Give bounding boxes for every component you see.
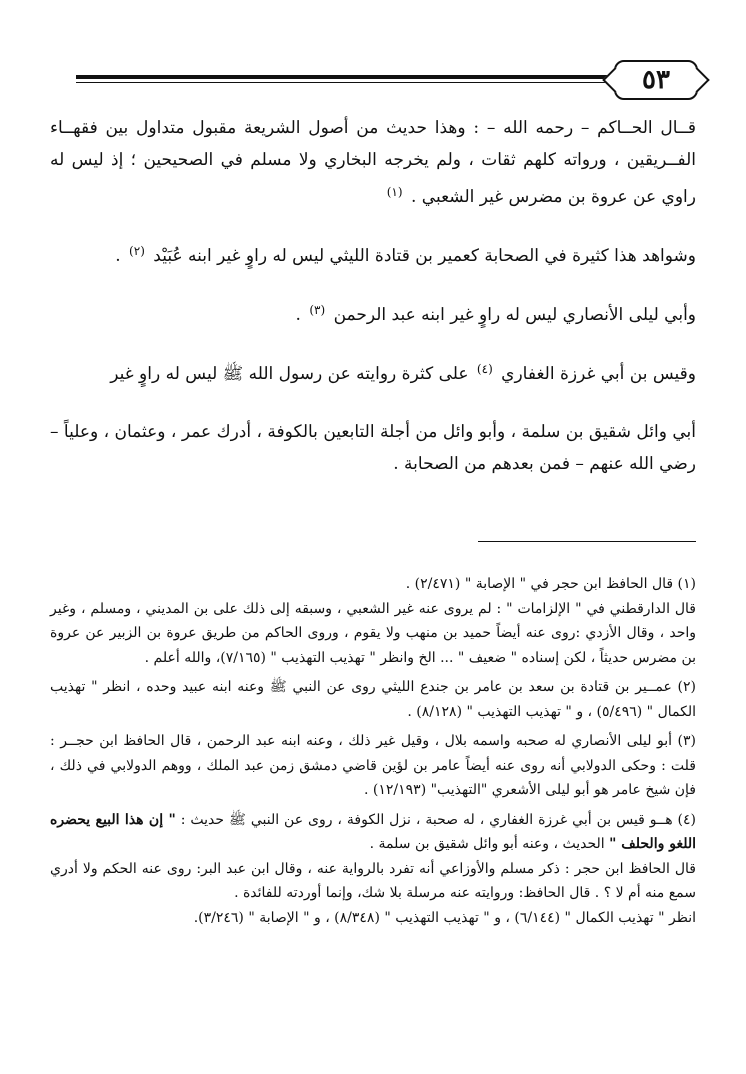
paragraph-1: قــال الحــاكم – رحمه الله – : وهذا حديث من أصول الشريعة مقبول متداول بين فقهــاء الفــريقين ، ورواته كلهم ثقات ، ولم يخرجه البخاري ولا مسلم في الصحيحين ؛ إذ ليس له راوي عن عروة بن مضرس غير الشعبي . $^{(١)}$ [50, 118, 696, 207]
page-header [76, 60, 716, 100]
footnote-4-body: قال الحافظ ابن حجر : ذكر مسلم والأوزاعي أنه تفرد بالرواية عنه ، وقال ابن عبد البر: روى عنه الحكم ولا أدري سمع منه أم لا ؟ . قال الحافظ: وروايته عنه مرسلة بلا شك، وإنما أوردته للفائدة . [50, 860, 696, 901]
footnote-3: (٣) أبو ليلى الأنصاري له صحبه واسمه بلال ، وقيل غير ذلك ، وعنه ابنه عبد الرحمن ، قال الحافظ ابن حجــر : قلت : وحكى الدولابي أنه روى عنه أيضاً عامر بن لؤين قاضي دمشق زمن عبد الملك ، ووهم الدولابي في ذلك ، فإن شيخ عامر هو أبو ليلى الأشعري "التهذيب" (١٢/١٩٣) . [50, 733, 696, 798]
paragraph-3: وأبي ليلى الأنصاري ليس له راوٍ غير ابنه عبد الرحمن $^{(٣)}$ . [295, 303, 696, 325]
footnote-ref-1: (١) [386, 185, 403, 199]
paragraph-4: وقيس بن أبي غرزة الغفاري $^{(٤)}$ على كثرة روايته عن رسول الله ﷺ ليس له راوٍ غير [110, 362, 696, 384]
footnote-ref-3: (٣) [309, 303, 326, 317]
footnote-1: (١) قال الحافظ ابن حجر في " الإصابة " (٢/٤٧١) . [405, 576, 696, 592]
footnote-ref-2: (٢) [129, 244, 145, 258]
main-text [50, 112, 696, 480]
footnote-1-body: قال الدارقطني في " الإلزامات " : لم يروى عنه غير الشعبي ، وسبقه إلى ذلك على بن المديني ، ومسلم ، وغير واحد ، وقال الأزدي :روى عنه أيضاً حميد بن منهب ولا يقوم ، وروى الحاكم من طريق عروة بن الزبير عن عروة بن مضرس حديثاً ، لكن إسناده " ضعيف " ... الخ وانظر " تهذيب التهذيب " (٧/١٦٥)، والله أعلم . [50, 600, 696, 666]
footnote-separator [478, 541, 696, 542]
footnote-4-refs: انظر " تهذيب الكمال " (٦/١٤٤) ، و " تهذيب التهذيب " (٨/٣٤٨) ، و " الإصابة " (٣/٢٤٦). [193, 909, 696, 926]
paragraph-2: وشواهد هذا كثيرة في الصحابة كعمير بن قتادة الليثي ليس له راوٍ غير ابنه عُبَيْد $^{(٢)}$ . [115, 244, 696, 266]
hadith-quote: " إن هذا البيع يحضره اللغو والحلف " [50, 811, 696, 852]
footnote-ref-4: (٤) [476, 362, 493, 376]
page-number: ٥٣ [642, 65, 670, 95]
footnotes [50, 572, 696, 930]
page-number-badge [614, 60, 698, 100]
footnote-4: (٤) هــو قيس بن أبي غرزة الغفاري ، له صحبة ، نزل الكوفة ، روى عن النبي ﷺ حديث : " إن هذا البيع يحضره اللغو والحلف " الحديث ، وعنه أبو وائل شقيق بن سلمة . [50, 811, 697, 852]
header-rule-thin [76, 82, 616, 83]
header-rule [76, 75, 616, 79]
footnote-2: (٢) عمــير بن قتادة بن سعد بن عامر بن جندع الليثي روى عن النبي ﷺ وعنه ابنه عبيد وحده ، انظر " تهذيب الكمال " (٥/٤٩٦) ، و " تهذيب التهذيب " (٨/١٢٨) . [50, 679, 696, 720]
paragraph-5: أبي وائل شقيق بن سلمة ، وأبو وائل من أجلة التابعين بالكوفة ، أدرك عمر ، وعثمان ، وعلياً – رضي الله عنهم – فمن بعدهم من الصحابة . [50, 422, 696, 474]
